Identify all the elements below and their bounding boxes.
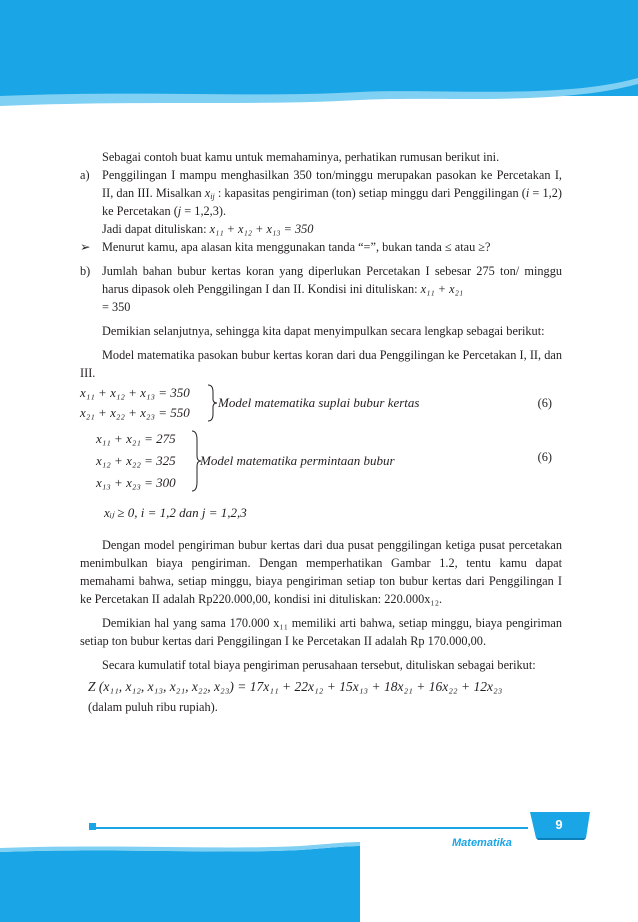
para-4: Demikian hal yang sama 170.000 x₁₁ memiliki arti bahwa, setiap minggu, biaya pengiriman setiap ton bubur kertas dari Penggilingan I ke Percetakan II adalah Rp 170.000,00. — [80, 616, 562, 648]
supply-brace — [206, 384, 218, 422]
objective-note: (dalam puluh ribu rupiah). — [88, 700, 218, 714]
item-b-label: b) — [80, 264, 91, 278]
question-bullet: ➢ — [80, 240, 91, 254]
item-a-text4: = 1,2,3). — [181, 204, 227, 218]
header-wave — [0, 70, 638, 130]
supply-model — [80, 382, 562, 426]
demand-eq-2: x₁₂ + x₂₂ = 325 — [96, 453, 176, 468]
item-a-written: Jadi dapat dituliskan: x₁₁ + x₁₂ + x₁₃ = 350 — [102, 222, 314, 236]
item-a-label: a) — [80, 168, 90, 182]
item-a-text1: Penggilingan I mampu menghasilkan 350 ton/minggu merupakan pasokan ke Percetakan I, II, dan III. Misalkan — [102, 168, 562, 200]
item-a-j: j — [177, 204, 182, 218]
para-2: Model matematika pasokan bubur kertas koran dari dua Penggilingan ke Percetakan I, II, dan III. — [80, 348, 562, 380]
item-a-eq: x₁₁ + x₁₂ + x₁₃ = 350 — [209, 222, 314, 236]
footer-title: Matematika — [452, 837, 512, 849]
question-text: Menurut kamu, apa alasan kita menggunakan tanda “=”, bukan tanda ≤ atau ≥? — [102, 240, 491, 254]
item-b-text: Jumlah bahan bubur kertas koran yang diperlukan Percetakan I sebesar 275 ton/ minggu harus dipasok oleh Penggilingan I dan II. Kondisi ini dituliskan: — [102, 264, 562, 296]
para-3: Dengan model pengiriman bubur kertas dari dua pusat penggilingan ketiga pusat percetakan menimbulkan biaya pengiriman. Dengan memperhatikan Gambar 1.2, tentu kamu dapat memahami bahwa, setiap minggu, biaya pengiriman setiap ton bubur kertas dari Penggilingan I ke Percetakan II adalah Rp220.000,00, kondisi ini dituliskan: 220.000x₁₂. — [80, 538, 562, 606]
demand-model — [80, 430, 562, 496]
page-content — [80, 148, 562, 716]
item-b-eq-tail: = 350 — [102, 300, 131, 314]
item-b — [80, 262, 562, 316]
item-a-var-sub: ij — [210, 192, 215, 201]
item-a-i: i — [525, 186, 530, 200]
footer-rule — [90, 827, 528, 829]
constraint-eq: xᵢⱼ ≥ 0, i = 1,2 dan j = 1,2,3 — [104, 505, 247, 520]
item-b-eq: x₁₁ + x₂₁ — [420, 282, 464, 296]
item-a-var: x — [204, 186, 211, 200]
question — [80, 238, 562, 256]
supply-label: Model matematika suplai bubur kertas — [218, 395, 420, 410]
item-a-text2: : kapasitas pengiriman (ton) setiap minggu dari Penggilingan ( — [214, 186, 526, 200]
item-a — [80, 166, 562, 238]
demand-number: (6) — [537, 450, 552, 464]
objective-function: Z (x₁₁, x₁₂, x₁₃, x₂₁, x₂₂, x₂₃) = 17x₁₁ + 22x₁₂ + 15x₁₃ + 18x₂₁ + 16x₂₂ + 12x₂₃ — [88, 679, 503, 694]
para-1: Demikian selanjutnya, sehingga kita dapat menyimpulkan secara lengkap sebagai berikut: — [102, 324, 545, 338]
supply-number: (6) — [537, 396, 552, 410]
demand-eq-3: x₁₃ + x₂₃ = 300 — [96, 475, 176, 490]
intro-text: Sebagai contoh buat kamu untuk memahaminya, perhatikan rumusan berikut ini. — [102, 150, 500, 164]
demand-eq-1: x₁₁ + x₂₁ = 275 — [96, 431, 176, 446]
para-5: Secara kumulatif total biaya pengiriman perusahaan tersebut, dituliskan sebagai berikut: — [102, 658, 536, 672]
item-a-text3: = 1,2) ke Percetakan ( — [102, 186, 562, 218]
supply-eq-2: x₂₁ + x₂₂ + x₂₃ = 550 — [80, 405, 190, 420]
demand-label: Model matematika permintaan bubur — [200, 453, 395, 468]
page-number: 9 — [555, 817, 563, 832]
supply-eq-1: x₁₁ + x₁₂ + x₁₃ = 350 — [80, 385, 190, 400]
